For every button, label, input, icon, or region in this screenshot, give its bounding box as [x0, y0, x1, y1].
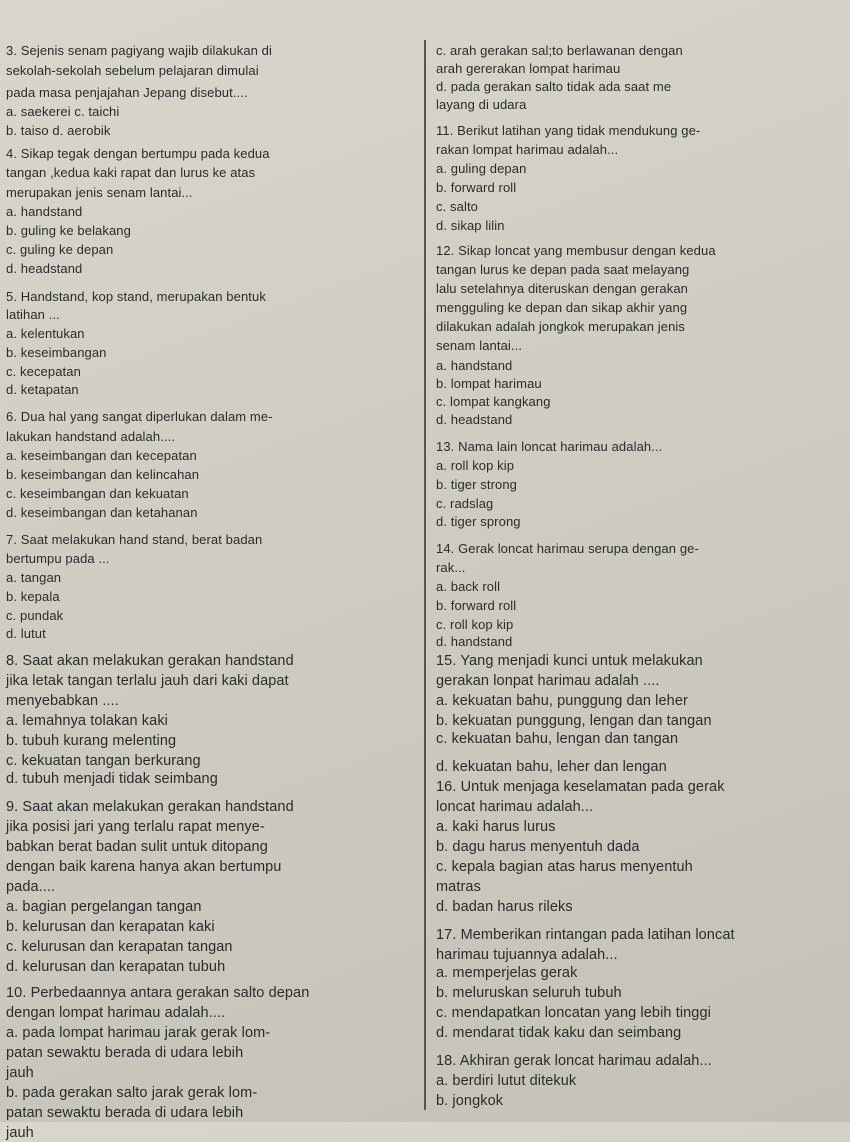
- left-text-line: a. pada lompat harimau jarak gerak lom-: [6, 1025, 271, 1041]
- right-text-line: 12. Sikap loncat yang membusur dengan kedua: [436, 243, 716, 258]
- right-text-line: rakan lompat harimau adalah...: [436, 142, 619, 157]
- right-text-line: b. lompat harimau: [436, 376, 542, 391]
- left-text-line: 8. Saat akan melakukan gerakan handstand: [6, 653, 294, 669]
- right-text-line: d. mendarat tidak kaku dan seimbang: [436, 1025, 682, 1041]
- right-text-line: c. lompat kangkang: [436, 394, 551, 409]
- left-text-line: c. guling ke depan: [6, 242, 114, 257]
- right-text-line: senam lantai...: [436, 338, 523, 353]
- right-text-line: arah gererakan lompat harimau: [436, 61, 621, 76]
- left-text-line: a. bagian pergelangan tangan: [6, 899, 202, 915]
- right-text-line: a. berdiri lutut ditekuk: [436, 1073, 577, 1089]
- left-text-line: jika posisi jari yang terlalu rapat menye-: [6, 819, 265, 835]
- right-text-line: 16. Untuk menjaga keselamatan pada gerak: [436, 779, 725, 795]
- right-text-line: dilakukan adalah jongkok merupakan jenis: [436, 319, 685, 334]
- left-text-line: d. keseimbangan dan ketahanan: [6, 505, 198, 520]
- left-text-line: c. pundak: [6, 608, 64, 623]
- right-text-line: 17. Memberikan rintangan pada latihan loncat: [436, 927, 735, 943]
- right-text-line: d. tiger sprong: [436, 514, 521, 529]
- column-divider: [424, 40, 426, 1110]
- left-text-line: babkan berat badan sulit untuk ditopang: [6, 839, 268, 855]
- left-text-line: c. kecepatan: [6, 364, 81, 379]
- left-text-line: a. tangan: [6, 570, 62, 585]
- left-text-line: sekolah-sekolah sebelum pelajaran dimulai: [6, 63, 259, 78]
- left-text-line: 9. Saat akan melakukan gerakan handstand: [6, 799, 294, 815]
- right-text-line: layang di udara: [436, 97, 527, 112]
- right-text-line: gerakan lonpat harimau adalah ....: [436, 673, 660, 689]
- left-text-line: c. keseimbangan dan kekuatan: [6, 486, 189, 501]
- left-text-line: bertumpu pada ...: [6, 551, 110, 566]
- left-text-line: latihan ...: [6, 307, 60, 322]
- left-text-line: 3. Sejenis senam pagiyang wajib dilakukan di: [6, 43, 273, 58]
- left-text-line: b. kelurusan dan kerapatan kaki: [6, 919, 215, 935]
- left-text-line: c. kekuatan tangan berkurang: [6, 753, 201, 769]
- left-text-line: c. kelurusan dan kerapatan tangan: [6, 939, 233, 955]
- left-text-line: d. kelurusan dan kerapatan tubuh: [6, 959, 226, 975]
- right-text-line: 18. Akhiran gerak loncat harimau adalah...: [436, 1053, 712, 1069]
- left-text-line: pada....: [6, 879, 56, 895]
- left-text-line: patan sewaktu berada di udara lebih: [6, 1105, 244, 1121]
- right-text-line: 15. Yang menjadi kunci untuk melakukan: [436, 653, 703, 669]
- left-text-line: d. tubuh menjadi tidak seimbang: [6, 771, 218, 787]
- right-text-line: d. handstand: [436, 634, 513, 649]
- right-text-line: b. tiger strong: [436, 477, 517, 492]
- right-text-line: c. salto: [436, 199, 478, 214]
- left-text-line: a. keseimbangan dan kecepatan: [6, 448, 197, 463]
- left-text-line: a. handstand: [6, 204, 83, 219]
- right-text-line: c. arah gerakan sal;to berlawanan dengan: [436, 43, 683, 58]
- left-text-line: 10. Perbedaannya antara gerakan salto depan: [6, 985, 310, 1001]
- right-text-line: lalu setelahnya diteruskan dengan gerakan: [436, 281, 689, 296]
- left-text-line: b. guling ke belakang: [6, 223, 131, 238]
- right-text-line: d. sikap lilin: [436, 218, 505, 233]
- right-text-line: tangan lurus ke depan pada saat melayang: [436, 262, 690, 277]
- right-text-line: a. back roll: [436, 579, 501, 594]
- right-text-line: b. forward roll: [436, 598, 517, 613]
- left-text-line: pada masa penjajahan Jepang disebut....: [6, 85, 248, 100]
- right-text-line: c. mendapatkan loncatan yang lebih tinggi: [436, 1005, 711, 1021]
- right-text-line: b. dagu harus menyentuh dada: [436, 839, 640, 855]
- left-text-line: d. ketapatan: [6, 382, 79, 397]
- right-text-line: a. kaki harus lurus: [436, 819, 556, 835]
- left-text-line: 4. Sikap tegak dengan bertumpu pada kedua: [6, 146, 270, 161]
- left-text-line: d. lutut: [6, 626, 46, 641]
- right-text-line: matras: [436, 879, 481, 895]
- right-text-line: d. badan harus rileks: [436, 899, 573, 915]
- left-text-line: a. lemahnya tolakan kaki: [6, 713, 168, 729]
- left-text-line: tangan ,kedua kaki rapat dan lurus ke atas: [6, 165, 256, 180]
- right-text-line: rak...: [436, 560, 466, 575]
- left-text-line: b. tubuh kurang melenting: [6, 733, 177, 749]
- left-text-line: jauh: [6, 1065, 34, 1081]
- left-text-line: d. headstand: [6, 261, 83, 276]
- right-text-line: c. radslag: [436, 496, 494, 511]
- left-text-line: b. keseimbangan dan kelincahan: [6, 467, 200, 482]
- right-text-line: c. kekuatan bahu, lengan dan tangan: [436, 731, 679, 747]
- left-text-line: patan sewaktu berada di udara lebih: [6, 1045, 244, 1061]
- right-text-line: c. kepala bagian atas harus menyentuh: [436, 859, 693, 875]
- left-text-line: jika letak tangan terlalu jauh dari kaki dapat: [6, 673, 289, 689]
- left-text-line: a. kelentukan: [6, 326, 85, 341]
- right-text-line: 11. Berikut latihan yang tidak mendukung ge-: [436, 123, 701, 138]
- right-text-line: d. kekuatan bahu, leher dan lengan: [436, 759, 667, 775]
- left-text-line: lakukan handstand adalah....: [6, 429, 176, 444]
- left-text-line: 6. Dua hal yang sangat diperlukan dalam me-: [6, 409, 273, 424]
- right-text-line: d. headstand: [436, 412, 513, 427]
- left-text-line: 7. Saat melakukan hand stand, berat badan: [6, 532, 263, 547]
- right-text-line: loncat harimau adalah...: [436, 799, 594, 815]
- right-text-line: a. memperjelas gerak: [436, 965, 578, 981]
- left-text-line: dengan baik karena hanya akan bertumpu: [6, 859, 282, 875]
- right-text-line: d. pada gerakan salto tidak ada saat me: [436, 79, 672, 94]
- left-text-line: 5. Handstand, kop stand, merupakan bentuk: [6, 289, 266, 304]
- right-text-line: b. meluruskan seluruh tubuh: [436, 985, 622, 1001]
- right-text-line: a. guling depan: [436, 161, 527, 176]
- left-text-line: b. kepala: [6, 589, 60, 604]
- left-text-line: b. keseimbangan: [6, 345, 107, 360]
- left-text-line: b. pada gerakan salto jarak gerak lom-: [6, 1085, 258, 1101]
- right-text-line: a. roll kop kip: [436, 458, 515, 473]
- right-text-line: a. kekuatan bahu, punggung dan leher: [436, 693, 688, 709]
- left-text-line: merupakan jenis senam lantai...: [6, 185, 193, 200]
- right-text-line: c. roll kop kip: [436, 617, 514, 632]
- right-text-line: harimau tujuannya adalah...: [436, 947, 618, 963]
- right-text-line: b. kekuatan punggung, lengan dan tangan: [436, 713, 712, 729]
- right-text-line: 14. Gerak loncat harimau serupa dengan ge-: [436, 541, 699, 556]
- right-text-line: b. jongkok: [436, 1093, 504, 1109]
- left-text-line: a. saekerei c. taichi: [6, 104, 120, 119]
- right-text-line: a. handstand: [436, 358, 513, 373]
- right-text-line: b. forward roll: [436, 180, 517, 195]
- left-text-line: dengan lompat harimau adalah....: [6, 1005, 226, 1021]
- left-text-line: jauh: [6, 1125, 34, 1141]
- right-text-line: mengguling ke depan dan sikap akhir yang: [436, 300, 688, 315]
- right-text-line: 13. Nama lain loncat harimau adalah...: [436, 439, 663, 454]
- left-text-line: menyebabkan ....: [6, 693, 119, 709]
- left-text-line: b. taiso d. aerobik: [6, 123, 111, 138]
